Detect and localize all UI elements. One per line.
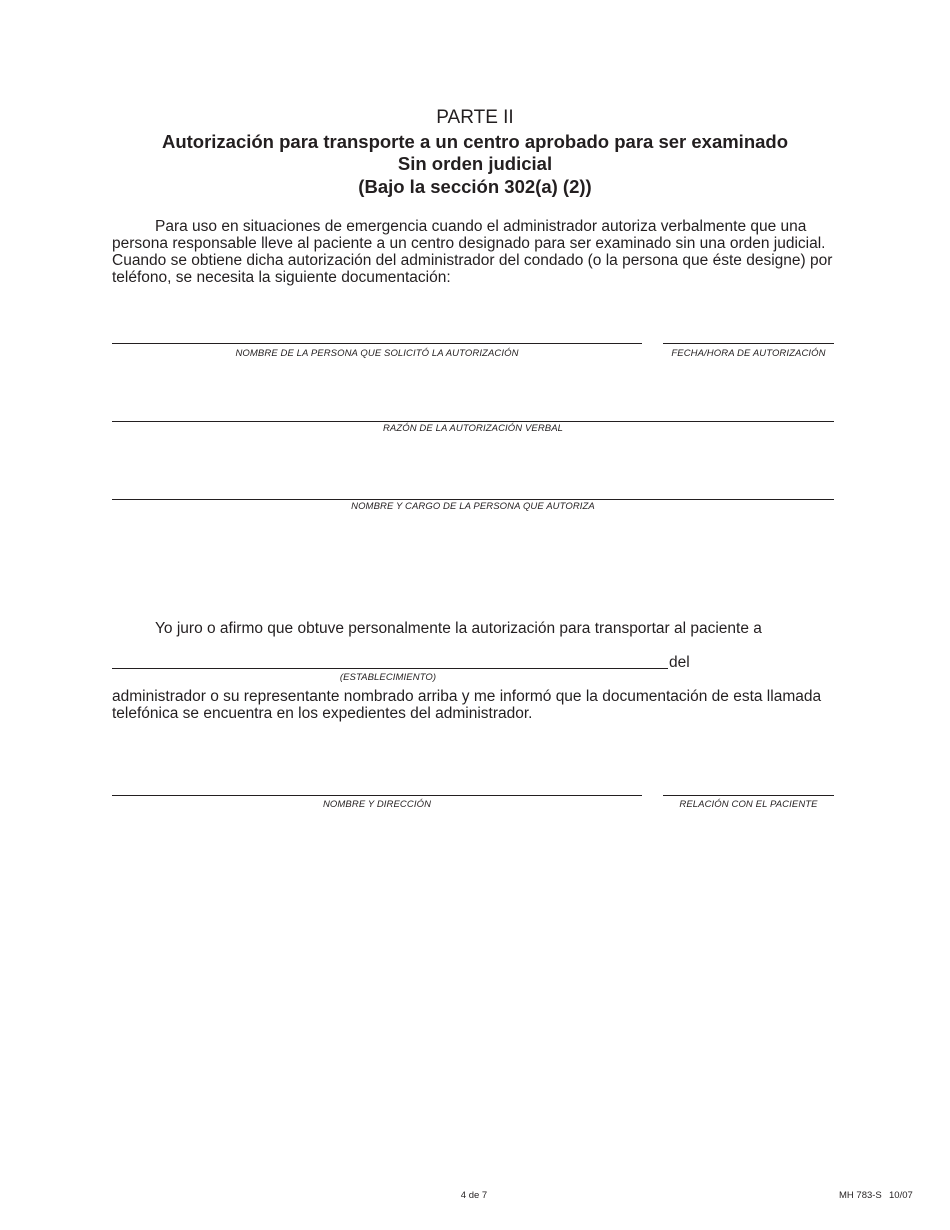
section-reference: (Bajo la sección 302(a) (2)) [358, 176, 592, 197]
intro-paragraph: Para uso en situaciones de emergencia cuando el administrador autoriza verbalmente que una persona responsable lleve al paciente a un centro designado para ser examinado sin una orden judicial. Cuando se obtiene dicha autorización del administrador del condado (o la persona que éste designe) por teléfono, se necesita la siguiente documentación: [112, 218, 833, 286]
name-address-field[interactable] [112, 795, 642, 796]
document-title: Autorización para transporte a un centro aprobado para ser examinado [161, 131, 789, 152]
verbal-reason-label: RAZÓN DE LA AUTORIZACIÓN VERBAL [382, 423, 564, 434]
requester-name-field[interactable] [112, 343, 642, 344]
part-heading: PARTE II [436, 107, 514, 128]
form-id: MH 783-S [839, 1190, 882, 1201]
oath-del-text: del [669, 654, 690, 671]
form-revision: 10/07 [889, 1190, 913, 1201]
facility-field[interactable] [112, 668, 668, 669]
oath-statement: Yo juro o afirmo que obtuve personalmente la autorización para transportar al paciente a [155, 620, 762, 637]
relationship-label: RELACIÓN CON EL PACIENTE [679, 799, 818, 810]
requester-name-label: NOMBRE DE LA PERSONA QUE SOLICITÓ LA AUTORIZACIÓN [235, 348, 519, 359]
facility-label: (ESTABLECIMIENTO) [339, 672, 437, 683]
authorizer-label: NOMBRE Y CARGO DE LA PERSONA QUE AUTORIZA [351, 501, 595, 512]
auth-datetime-field[interactable] [663, 343, 834, 344]
authorizer-field[interactable] [112, 499, 834, 500]
auth-datetime-label: FECHA/HORA DE AUTORIZACIÓN [671, 348, 826, 359]
relationship-field[interactable] [663, 795, 834, 796]
page-number: 4 de 7 [460, 1190, 488, 1201]
oath-continuation: administrador o su representante nombrado arriba y me informó que la documentación de esta llamada telefónica se encuentra en los expedientes del administrador. [112, 688, 822, 722]
document-subtitle: Sin orden judicial [397, 153, 553, 174]
verbal-reason-field[interactable] [112, 421, 834, 422]
name-address-label: NOMBRE Y DIRECCIÓN [322, 799, 432, 810]
